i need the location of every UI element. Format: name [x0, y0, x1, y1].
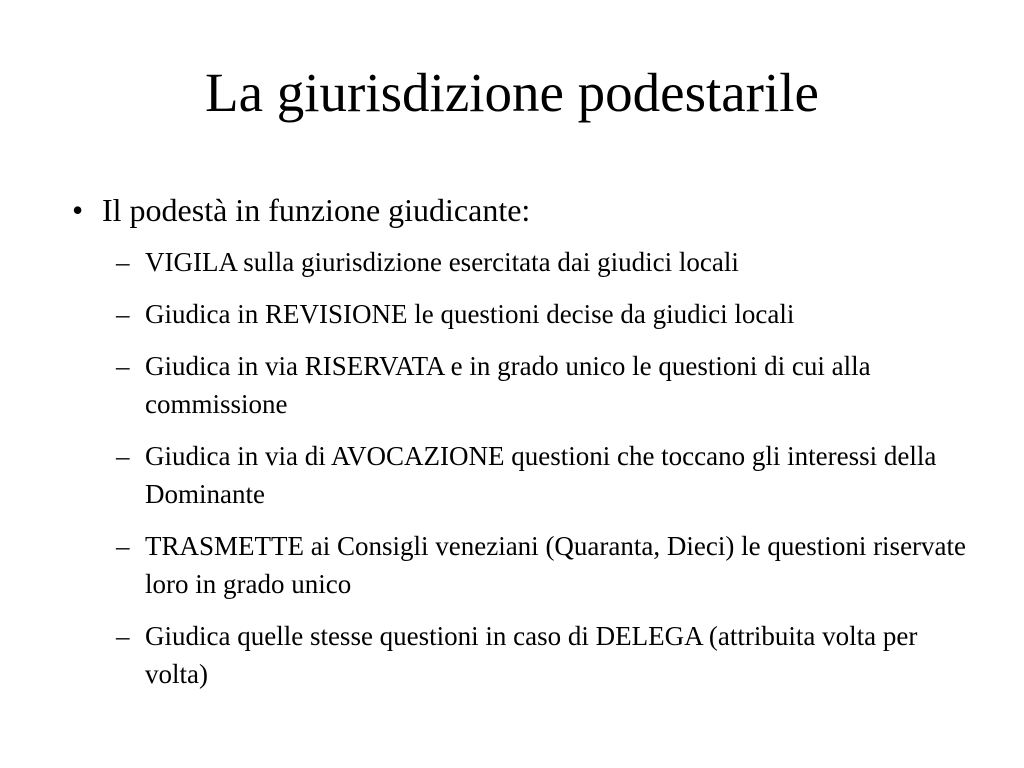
sub-bullet-text: Giudica in via RISERVATA e in grado unico le questioni di cui alla commissione	[145, 351, 871, 419]
sub-bullet-text: Giudica quelle stesse questioni in caso di DELEGA (attribuita volta per volta)	[145, 621, 918, 689]
bullet-item	[72, 188, 972, 232]
sub-bullet-item	[116, 243, 966, 281]
bullet-list	[72, 188, 972, 232]
sub-bullet-item	[116, 437, 966, 513]
sub-bullet-text: Giudica in via di AVOCAZIONE questioni che toccano gli interessi della Dominante	[145, 441, 937, 509]
dash-icon: –	[116, 531, 130, 561]
sub-bullet-item	[116, 527, 966, 603]
sub-bullet-text: Giudica in REVISIONE le questioni decise da giudici locali	[145, 299, 795, 329]
sub-bullet-text: TRASMETTE ai Consigli veneziani (Quaranta, Dieci) le questioni riservate loro in grado unico	[145, 531, 967, 599]
sub-bullet-item	[116, 295, 966, 333]
dash-icon: –	[116, 441, 130, 471]
slide-title: La giurisdizione podestarile	[205, 62, 819, 123]
sub-bullet-list	[116, 243, 966, 707]
sub-bullet-text: VIGILA sulla giurisdizione esercitata dai giudici locali	[145, 247, 739, 277]
dash-icon: –	[116, 299, 130, 329]
bullet-text: Il podestà in funzione giudicante:	[102, 192, 531, 228]
bullet-dot-icon: •	[72, 192, 84, 228]
dash-icon: –	[116, 247, 130, 277]
dash-icon: –	[116, 351, 130, 381]
sub-bullet-item	[116, 347, 966, 423]
sub-bullet-item	[116, 617, 966, 693]
dash-icon: –	[116, 621, 130, 651]
